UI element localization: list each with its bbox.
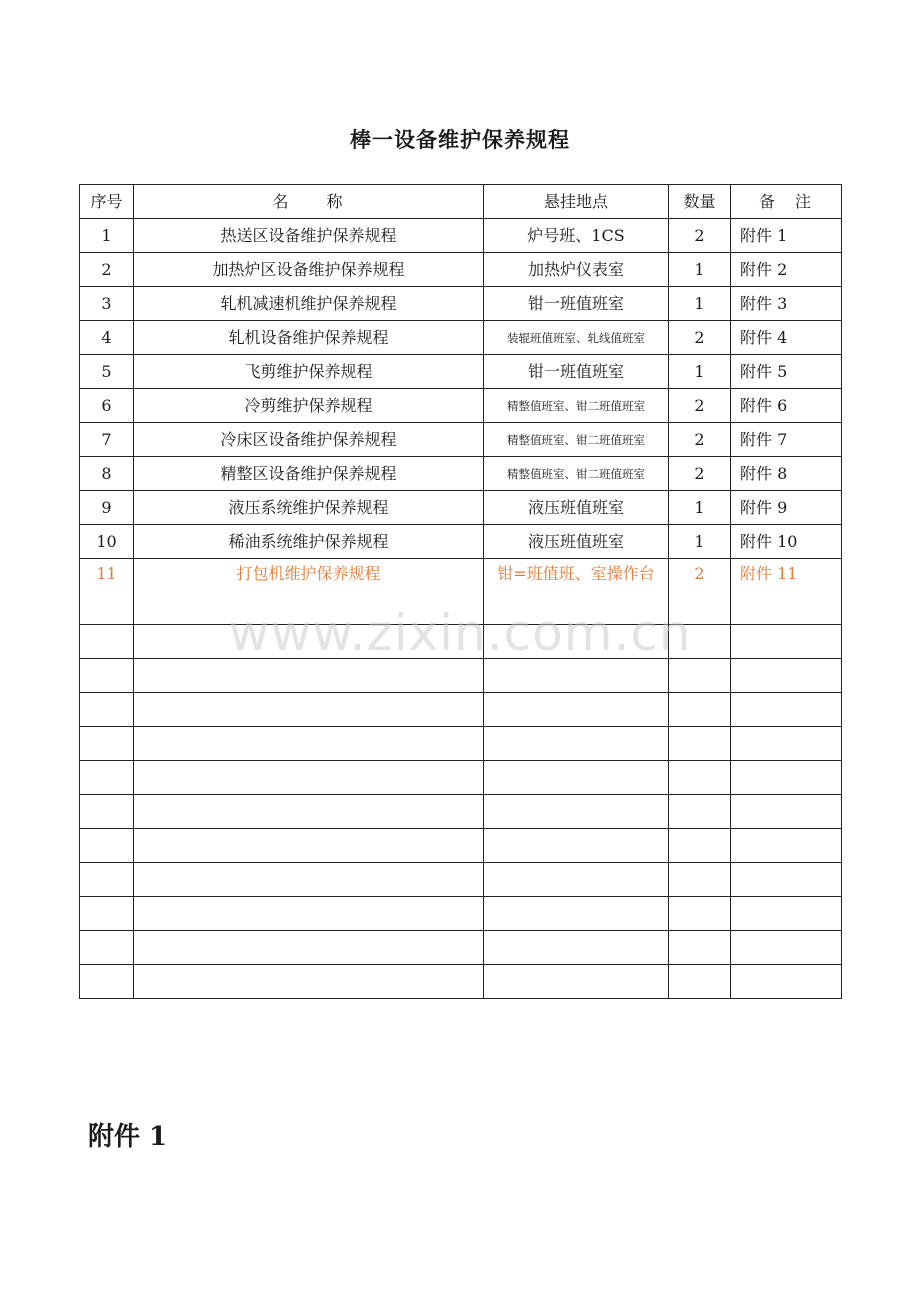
row-quantity: 1 <box>669 525 731 559</box>
row-index: 7 <box>80 423 134 457</box>
empty-cell <box>669 897 731 931</box>
header-location: 悬挂地点 <box>484 185 669 219</box>
row-quantity: 2 <box>669 423 731 457</box>
row-location: 液压班值班室 <box>484 491 669 525</box>
row-name: 轧机设备维护保养规程 <box>134 321 484 355</box>
table-row <box>80 253 842 287</box>
table-row <box>80 423 842 457</box>
row-remark: 附件 4 <box>731 321 842 355</box>
empty-cell <box>134 863 484 897</box>
empty-row <box>80 829 842 863</box>
row-index: 3 <box>80 287 134 321</box>
row-index: 2 <box>80 253 134 287</box>
empty-cell <box>484 829 669 863</box>
empty-cell <box>80 727 134 761</box>
page-title: 棒一设备维护保养规程 <box>350 127 570 152</box>
empty-cell <box>134 727 484 761</box>
row-remark: 附件 5 <box>731 355 842 389</box>
header-name: 名 称 <box>134 185 484 219</box>
empty-cell <box>80 897 134 931</box>
row-index: 1 <box>80 219 134 253</box>
empty-cell <box>80 965 134 999</box>
appendix-heading: 附件 1 <box>88 1122 168 1152</box>
empty-cell <box>80 795 134 829</box>
row-location: 精整值班室、钳二班值班室 <box>484 457 669 491</box>
row-index: 11 <box>80 559 134 625</box>
empty-row <box>80 863 842 897</box>
table-row <box>80 525 842 559</box>
row-quantity: 1 <box>669 287 731 321</box>
empty-cell <box>731 863 842 897</box>
table-row <box>80 457 842 491</box>
empty-cell <box>731 727 842 761</box>
empty-cell <box>669 625 731 659</box>
empty-cell <box>80 863 134 897</box>
empty-cell <box>731 931 842 965</box>
empty-row <box>80 659 842 693</box>
empty-cell <box>134 693 484 727</box>
row-name: 热送区设备维护保养规程 <box>134 219 484 253</box>
empty-cell <box>80 693 134 727</box>
row-quantity: 2 <box>669 457 731 491</box>
row-location: 加热炉仪表室 <box>484 253 669 287</box>
row-name: 加热炉区设备维护保养规程 <box>134 253 484 287</box>
row-location: 钳一班值班室 <box>484 287 669 321</box>
empty-cell <box>669 727 731 761</box>
empty-cell <box>731 829 842 863</box>
empty-cell <box>669 829 731 863</box>
empty-row <box>80 931 842 965</box>
empty-cell <box>134 659 484 693</box>
row-remark: 附件 6 <box>731 389 842 423</box>
empty-row <box>80 693 842 727</box>
row-remark: 附件 3 <box>731 287 842 321</box>
table-row <box>80 219 842 253</box>
empty-cell <box>731 625 842 659</box>
row-remark: 附件 9 <box>731 491 842 525</box>
row-name: 冷床区设备维护保养规程 <box>134 423 484 457</box>
row-location: 炉号班、1CS <box>484 219 669 253</box>
row-remark: 附件 1 <box>731 219 842 253</box>
row-index: 5 <box>80 355 134 389</box>
row-quantity: 2 <box>669 559 731 625</box>
empty-cell <box>80 931 134 965</box>
empty-cell <box>134 761 484 795</box>
empty-row <box>80 965 842 999</box>
empty-cell <box>134 829 484 863</box>
empty-cell <box>669 931 731 965</box>
empty-cell <box>731 897 842 931</box>
empty-row <box>80 795 842 829</box>
empty-row <box>80 625 842 659</box>
empty-cell <box>669 693 731 727</box>
empty-cell <box>731 795 842 829</box>
empty-cell <box>484 761 669 795</box>
table-row <box>80 389 842 423</box>
row-name: 飞剪维护保养规程 <box>134 355 484 389</box>
row-quantity: 2 <box>669 389 731 423</box>
row-remark: 附件 7 <box>731 423 842 457</box>
header-index: 序号 <box>80 185 134 219</box>
row-location: 液压班值班室 <box>484 525 669 559</box>
empty-cell <box>669 965 731 999</box>
empty-cell <box>484 965 669 999</box>
empty-cell <box>80 829 134 863</box>
empty-cell <box>669 795 731 829</box>
row-index: 6 <box>80 389 134 423</box>
maintenance-regulation-table <box>79 184 842 999</box>
row-name: 冷剪维护保养规程 <box>134 389 484 423</box>
row-location: 钳=班值班、室操作台 <box>484 559 669 625</box>
empty-cell <box>484 625 669 659</box>
header-remark: 备 注 <box>731 185 842 219</box>
table-row-highlighted <box>80 559 842 625</box>
empty-cell <box>134 965 484 999</box>
empty-row <box>80 761 842 795</box>
row-name: 液压系统维护保养规程 <box>134 491 484 525</box>
row-name: 精整区设备维护保养规程 <box>134 457 484 491</box>
row-index: 8 <box>80 457 134 491</box>
row-remark: 附件 11 <box>731 559 842 625</box>
row-name: 打包机维护保养规程 <box>134 559 484 625</box>
empty-cell <box>484 727 669 761</box>
empty-cell <box>134 625 484 659</box>
empty-cell <box>484 795 669 829</box>
empty-cell <box>484 659 669 693</box>
row-index: 4 <box>80 321 134 355</box>
row-remark: 附件 10 <box>731 525 842 559</box>
empty-cell <box>484 897 669 931</box>
empty-cell <box>669 659 731 693</box>
table-row <box>80 321 842 355</box>
row-index: 9 <box>80 491 134 525</box>
row-quantity: 1 <box>669 253 731 287</box>
empty-row <box>80 897 842 931</box>
empty-cell <box>80 659 134 693</box>
row-remark: 附件 2 <box>731 253 842 287</box>
row-location: 钳一班值班室 <box>484 355 669 389</box>
row-remark: 附件 8 <box>731 457 842 491</box>
table-row <box>80 287 842 321</box>
row-index: 10 <box>80 525 134 559</box>
row-location: 精整值班室、钳二班值班室 <box>484 389 669 423</box>
empty-cell <box>134 897 484 931</box>
empty-cell <box>731 659 842 693</box>
row-quantity: 2 <box>669 321 731 355</box>
row-quantity: 2 <box>669 219 731 253</box>
empty-cell <box>134 931 484 965</box>
empty-row <box>80 727 842 761</box>
empty-cell <box>731 761 842 795</box>
table-row <box>80 355 842 389</box>
empty-cell <box>134 795 484 829</box>
row-name: 轧机减速机维护保养规程 <box>134 287 484 321</box>
empty-cell <box>484 693 669 727</box>
row-name: 稀油系统维护保养规程 <box>134 525 484 559</box>
table-row <box>80 491 842 525</box>
empty-cell <box>669 863 731 897</box>
empty-cell <box>669 761 731 795</box>
row-location: 装辊班值班室、轧线值班室 <box>484 321 669 355</box>
row-quantity: 1 <box>669 491 731 525</box>
empty-cell <box>731 693 842 727</box>
empty-cell <box>484 931 669 965</box>
table-header-row <box>80 185 842 219</box>
empty-cell <box>731 965 842 999</box>
empty-cell <box>484 863 669 897</box>
empty-cell <box>80 761 134 795</box>
row-quantity: 1 <box>669 355 731 389</box>
header-quantity: 数量 <box>669 185 731 219</box>
row-location: 精整值班室、钳二班值班室 <box>484 423 669 457</box>
empty-cell <box>80 625 134 659</box>
watermark: www.zixin.com.cn <box>228 604 692 662</box>
